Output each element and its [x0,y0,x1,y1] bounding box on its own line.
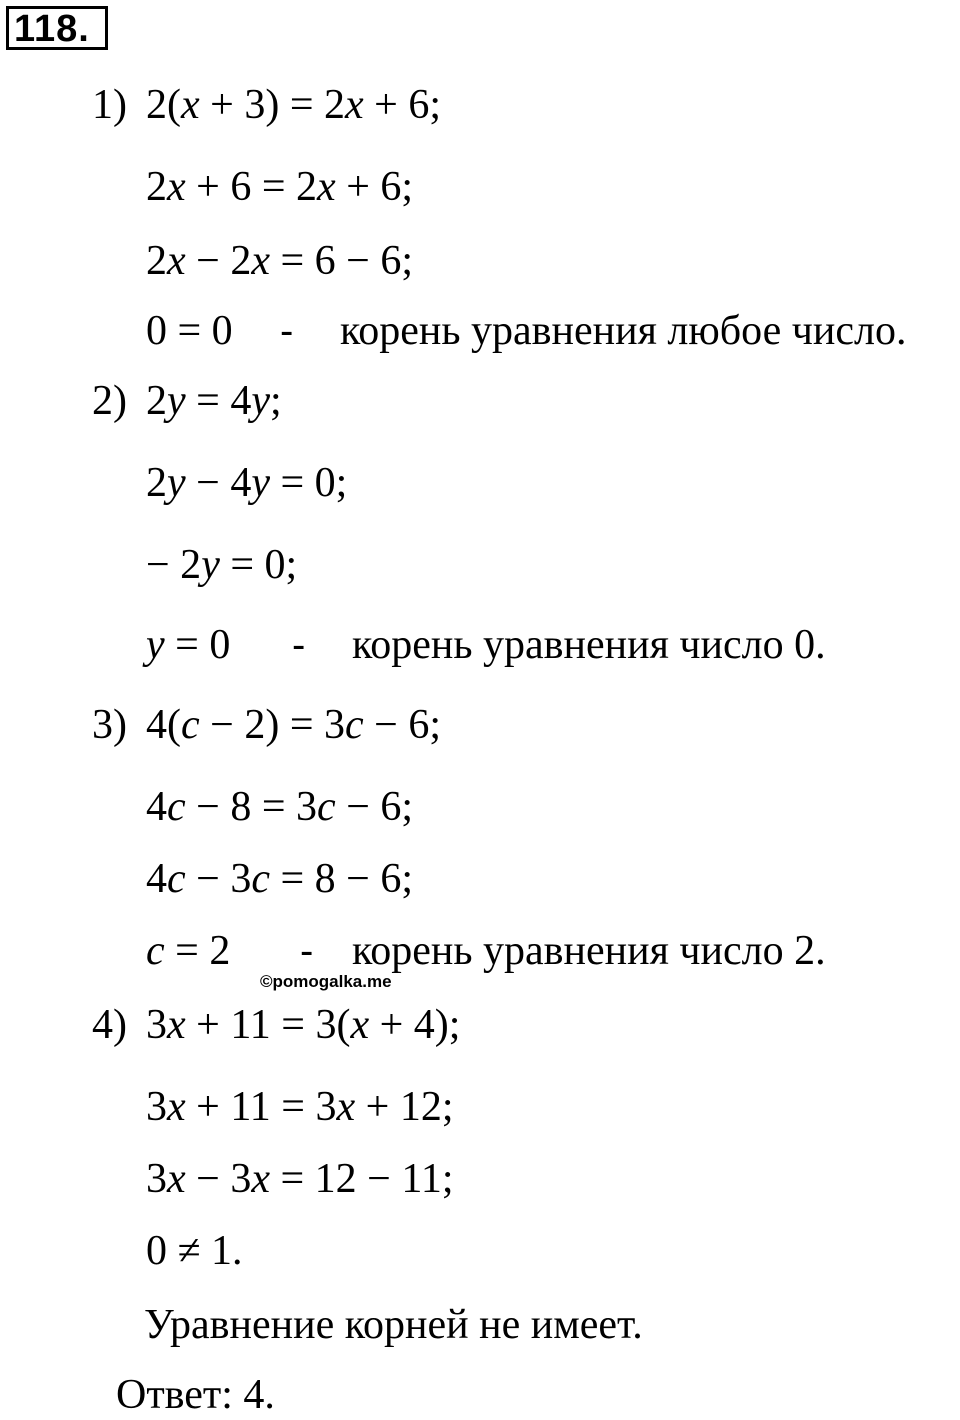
watermark: ©pomogalka.me [260,972,392,991]
part-2-equation-2: 2y − 4y = 0; [146,460,348,506]
part-2-equation-3: − 2y = 0; [146,542,298,588]
part-3-label: 3) [92,702,127,748]
part-4-equation-4: 0 ≠ 1. [146,1228,243,1274]
part-2-conclusion: корень уравнения число 0. [352,622,826,668]
part-2-equation-1: 2y = 4y; [146,378,282,424]
part-4-equation-3: 3x − 3x = 12 − 11; [146,1156,454,1202]
answer: Ответ: 4. [116,1372,275,1418]
part-3-equation-1: 4(c − 2) = 3c − 6; [146,702,442,748]
part-4-label: 4) [92,1002,127,1048]
part-1-equation-3: 2x − 2x = 6 − 6; [146,238,414,284]
part-1-dash: - [280,309,294,353]
part-1-equation-4: 0 = 0 [146,308,233,354]
part-4-equation-2: 3x + 11 = 3x + 12; [146,1084,454,1130]
part-1-equation-1: 2(x + 3) = 2x + 6; [146,82,442,128]
part-4-equation-1: 3x + 11 = 3(x + 4); [146,1002,461,1048]
part-1-label: 1) [92,82,127,128]
part-3-dash: - [300,929,314,973]
part-2-label: 2) [92,378,127,424]
part-1-conclusion: корень уравнения любое число. [340,308,907,354]
part-4-conclusion: Уравнение корней не имеет. [144,1302,643,1348]
part-3-equation-2: 4c − 8 = 3c − 6; [146,784,414,830]
part-3-equation-4: c = 2 [146,928,231,974]
task-number-badge: 118. [6,6,108,50]
part-2-equation-4: y = 0 [146,622,231,668]
part-1-equation-2: 2x + 6 = 2x + 6; [146,164,414,210]
part-3-equation-3: 4c − 3c = 8 − 6; [146,856,414,902]
part-3-conclusion: корень уравнения число 2. [352,928,826,974]
part-2-dash: - [292,623,306,667]
